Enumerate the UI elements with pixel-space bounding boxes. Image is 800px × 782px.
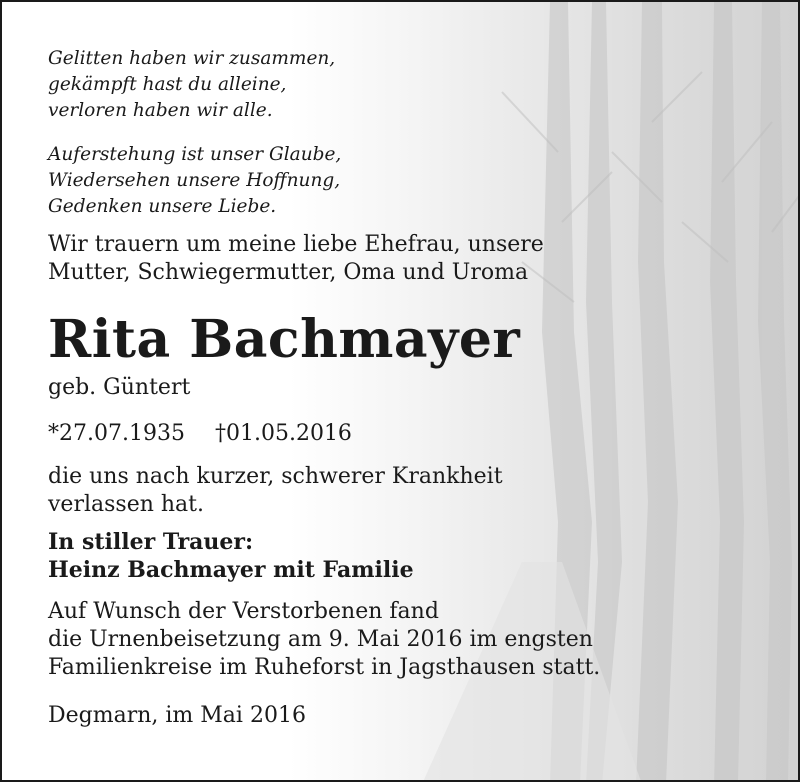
cause-text [48,463,503,519]
place-date: Degmarn, im Mai 2016 [48,703,306,728]
motto-line: Gedenken unsere Liebe. [48,196,277,217]
burial-line: Familienkreise im Ruheforst in Jagsthausen statt. [48,655,601,680]
mourners: Heinz Bachmayer mit Familie [48,557,414,583]
cause-line: verlassen hat. [48,492,204,517]
birth-name: geb. Güntert [48,375,191,400]
motto-line: Gelitten haben wir zusammen, [48,48,336,69]
motto-line: verloren haben wir alle. [48,100,273,121]
motto-first-stanza [48,46,335,124]
birth-date: *27.07.1935 [48,421,185,446]
death-date: 01.05.2016 [225,421,352,446]
burial-text [48,598,600,682]
motto-second-stanza [48,142,341,220]
motto-line: gekämpft hast du alleine, [48,74,287,95]
intro-line: Wir trauern um meine liebe Ehefrau, unsere [48,232,544,257]
motto-line: Auferstehung ist unser Glaube, [48,144,342,165]
motto-line: Wiedersehen unsere Hoffnung, [48,170,341,191]
deceased-name: Rita Bachmayer [48,309,521,370]
life-dates [48,420,352,448]
intro-text [48,231,544,287]
mourning-heading: In stiller Trauer: [48,529,254,555]
cause-line: die uns nach kurzer, schwerer Krankheit [48,464,503,489]
intro-line: Mutter, Schwiegermutter, Oma und Uroma [48,260,529,285]
cross-icon: † [214,421,226,446]
burial-line: Auf Wunsch der Verstorbenen fand [48,599,439,624]
burial-line: die Urnenbeisetzung am 9. Mai 2016 im engsten [48,627,593,652]
